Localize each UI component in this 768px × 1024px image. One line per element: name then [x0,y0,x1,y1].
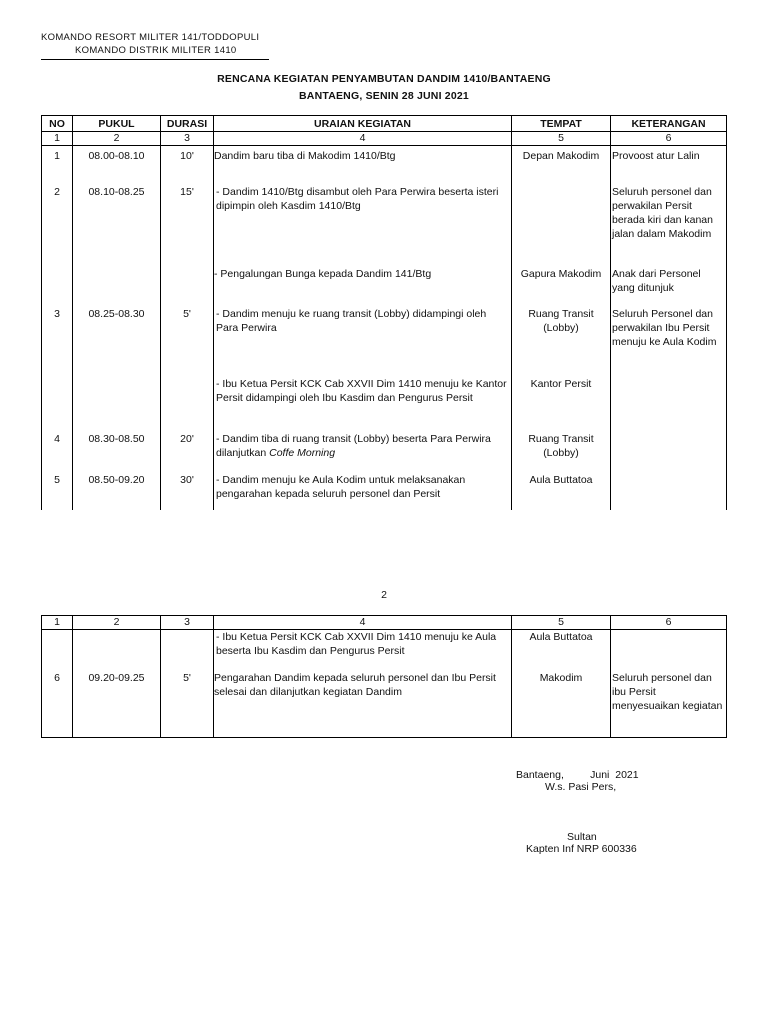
col-header-keterangan: KETERANGAN [611,116,727,132]
row-pukul: 08.30-08.50 [73,429,161,470]
table-row [42,182,727,264]
table-row [42,630,727,668]
row-no: 1 [42,146,73,182]
row-durasi: 5' [161,304,214,374]
row-tempat: Gapura Makodim [512,264,611,304]
row-uraian: - Dandim menuju ke Aula Kodim untuk melaksanakan pengarahan kepada seluruh personel dan Persit [214,470,512,510]
row-tempat [512,182,611,264]
col-number: 3 [161,616,214,630]
uraian-italic-text: Coffe Morning [269,446,336,459]
table-row [42,429,727,470]
row-durasi [161,630,214,668]
row-durasi: 10' [161,146,214,182]
row-keterangan [611,429,727,470]
col-header-pukul: PUKUL [73,116,161,132]
row-keterangan [611,470,727,510]
column-number-row [42,616,727,630]
row-pukul [73,630,161,668]
row-no: 3 [42,304,73,374]
document-subtitle: BANTAENG, SENIN 28 JUNI 2021 [299,90,469,102]
uraian-text: - Dandim tiba di ruang transit (Lobby) beserta Para Perwira dilanjutkan [216,432,491,459]
row-pukul: 08.10-08.25 [73,182,161,264]
row-keterangan: Seluruh personel dan ibu Persit menyesuaikan kegiatan [611,668,727,738]
table-row [42,668,727,738]
col-header-durasi: DURASI [161,116,214,132]
row-pukul: 08.25-08.30 [73,304,161,374]
schedule-table-continued [41,615,727,738]
row-keterangan: Seluruh Personel dan perwakilan Ibu Persit menuju ke Aula Kodim [611,304,727,374]
row-tempat: Ruang Transit (Lobby) [512,304,611,374]
row-keterangan: Provoost atur Lalin [611,146,727,182]
col-number: 5 [512,616,611,630]
row-tempat: Aula Buttatoa [512,470,611,510]
row-uraian: - Pengalungan Bunga kepada Dandim 141/Btg [214,264,512,304]
table-row [42,470,727,510]
row-no [42,374,73,429]
table-row [42,264,727,304]
col-number: 4 [214,616,512,630]
col-number: 2 [73,616,161,630]
row-uraian: - Dandim menuju ke ruang transit (Lobby) didampingi oleh Para Perwira [214,304,512,374]
document-title: RENCANA KEGIATAN PENYAMBUTAN DANDIM 1410/BANTAENG [217,73,551,85]
signature-place-date: Bantaeng, Juni 2021 [516,769,639,781]
row-keterangan: Seluruh personel dan perwakilan Persit berada kiri dan kanan jalan dalam Makodim [611,182,727,264]
col-number: 6 [611,616,727,630]
row-durasi: 5' [161,668,214,738]
col-number: 1 [42,132,73,146]
row-durasi: 20' [161,429,214,470]
row-pukul: 08.00-08.10 [73,146,161,182]
row-tempat: Aula Buttatoa [512,630,611,668]
row-uraian: Pengarahan Dandim kepada seluruh personel dan Ibu Persit selesai dan dilanjutkan kegiatan Dandim [214,668,512,738]
row-uraian: - Dandim 1410/Btg disambut oleh Para Perwira beserta isteri dipimpin oleh Kasdim 1410/Btg [214,182,512,264]
row-pukul: 08.50-09.20 [73,470,161,510]
row-durasi: 15' [161,182,214,264]
header-unit-line2: KOMANDO DISTRIK MILITER 1410 [75,45,237,56]
col-number: 3 [161,132,214,146]
col-number: 4 [214,132,512,146]
schedule-table [41,115,727,510]
column-number-row [42,132,727,146]
row-no: 2 [42,182,73,264]
row-durasi [161,264,214,304]
signature-rank-nrp: Kapten Inf NRP 600336 [526,843,637,855]
row-keterangan [611,374,727,429]
header-unit-line1: KOMANDO RESORT MILITER 141/TODDOPULI [41,32,260,43]
col-header-tempat: TEMPAT [512,116,611,132]
table-header-row [42,116,727,132]
row-no [42,630,73,668]
row-durasi [161,374,214,429]
row-uraian: - Ibu Ketua Persit KCK Cab XXVII Dim 1410 menuju ke Aula beserta Ibu Kasdim dan Pengurus Persit [214,630,512,668]
signature-role: W.s. Pasi Pers, [545,781,617,793]
row-uraian: - Ibu Ketua Persit KCK Cab XXVII Dim 1410 menuju ke Kantor Persit didampingi oleh Ibu Kasdim dan Pengurus Persit [214,374,512,429]
row-uraian: Dandim baru tiba di Makodim 1410/Btg [214,146,512,182]
signature-name: Sultan [567,831,597,843]
table-row [42,374,727,429]
row-pukul: 09.20-09.25 [73,668,161,738]
col-number: 5 [512,132,611,146]
col-number: 6 [611,132,727,146]
col-number: 2 [73,132,161,146]
row-keterangan [611,630,727,668]
row-tempat: Kantor Persit [512,374,611,429]
col-header-no: NO [42,116,73,132]
row-no: 4 [42,429,73,470]
row-tempat: Makodim [512,668,611,738]
row-no: 5 [42,470,73,510]
row-keterangan: Anak dari Personel yang ditunjuk [611,264,727,304]
row-tempat: Ruang Transit (Lobby) [512,429,611,470]
page-number: 2 [381,589,387,601]
row-no: 6 [42,668,73,738]
row-pukul [73,374,161,429]
row-no [42,264,73,304]
row-uraian [214,429,512,470]
header-underline [41,59,269,60]
row-durasi: 30' [161,470,214,510]
row-tempat: Depan Makodim [512,146,611,182]
table-row [42,304,727,374]
table-row [42,146,727,182]
col-number: 1 [42,616,73,630]
row-pukul [73,264,161,304]
col-header-uraian: URAIAN KEGIATAN [214,116,512,132]
